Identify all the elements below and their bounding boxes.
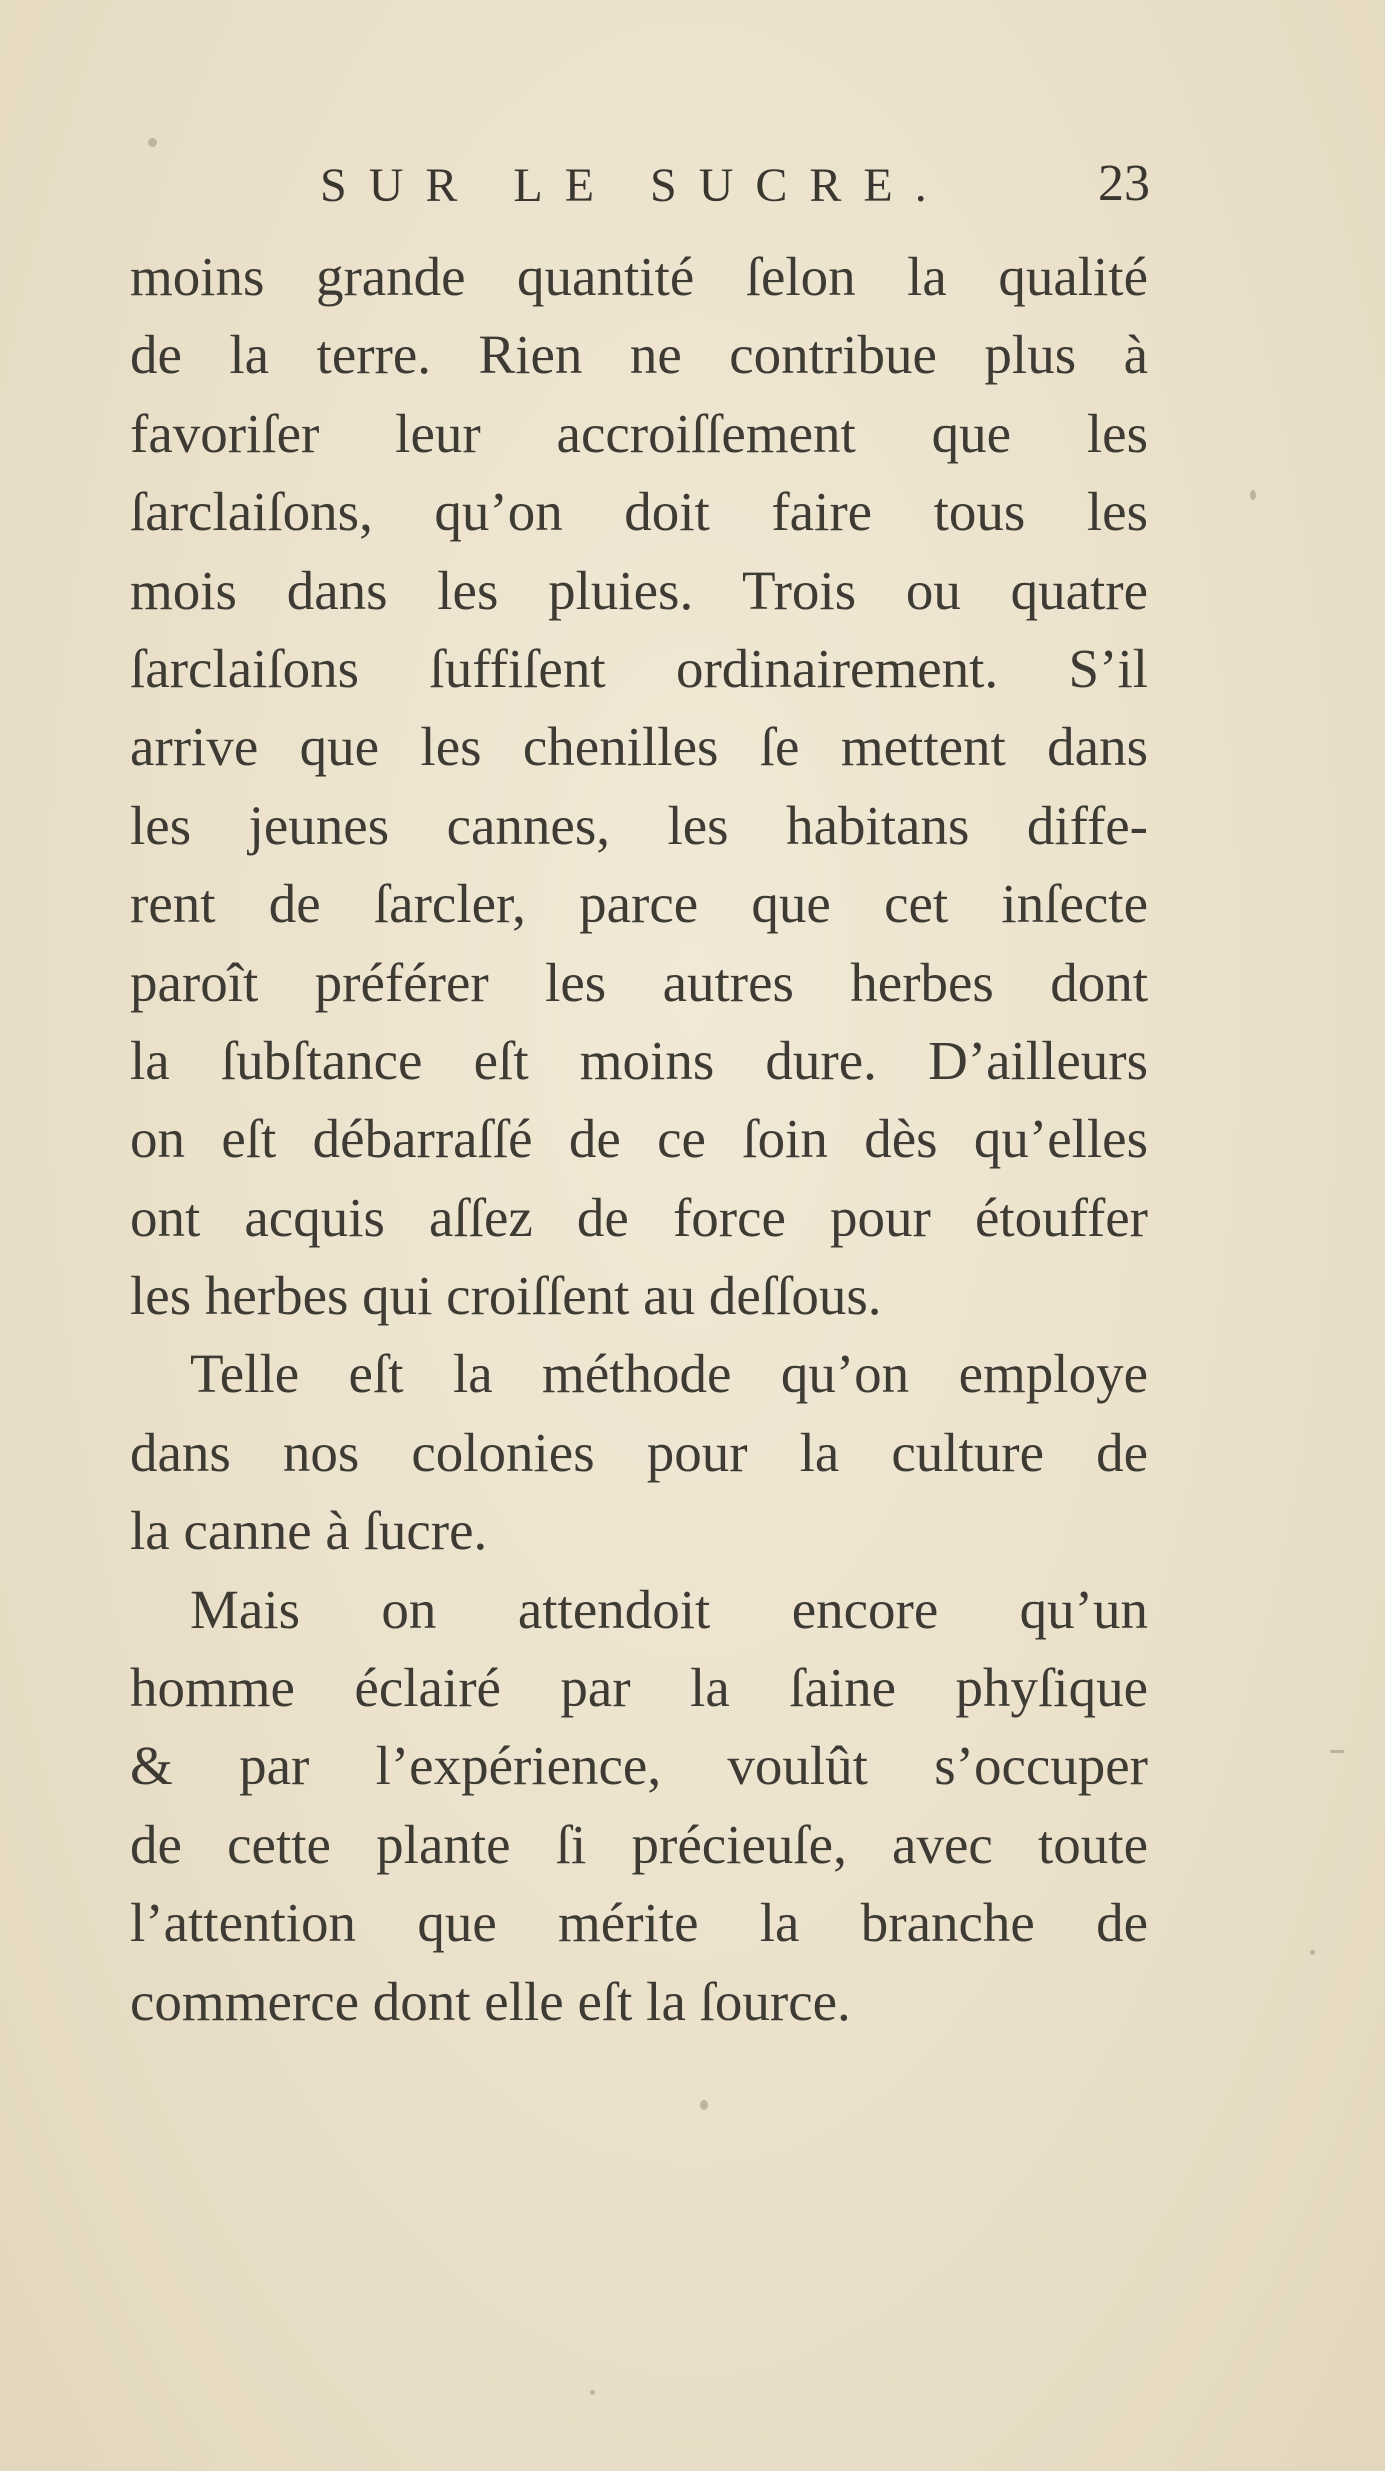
text-line: commerce dont elle eſt la ſource. [130, 1970, 851, 2032]
text-line: les jeunes cannes, les habitans diffe- [130, 794, 1148, 856]
text-line: la ſubſtance eſt moins dure. D’ailleurs [130, 1029, 1148, 1091]
paper-speck [1250, 490, 1256, 500]
paper-speck [1330, 1750, 1344, 1753]
text-line: arrive que les chenilles ſe mettent dans [130, 716, 1148, 778]
text-line: ſarclaiſons ſuffiſent ordinairement. S’il [130, 637, 1148, 699]
text-line: dans nos colonies pour la culture de [130, 1421, 1148, 1483]
body-text [130, 238, 1148, 2041]
paper-speck [590, 2390, 595, 2395]
text-line: rent de ſarcler, parce que cet inſecte [130, 873, 1148, 935]
text-line: de la terre. Rien ne contribue plus à [130, 324, 1148, 386]
text-line: moins grande quantité ſelon la qualité [130, 246, 1148, 307]
running-head-title: SUR LE SUCRE. [320, 159, 949, 212]
text-line: ſarclaiſons, qu’on doit faire tous les [130, 481, 1148, 543]
page-number: 23 [1098, 155, 1150, 212]
paragraph-start-line: Mais on attendoit encore qu’un [190, 1578, 1148, 1640]
text-line: favoriſer leur accroiſſement que les [130, 402, 1148, 464]
text-line: de cette plante ſi précieuſe, avec toute [130, 1813, 1148, 1875]
text-line: on eſt débarraſſé de ce ſoin dès qu’elles [130, 1108, 1148, 1170]
paper-speck [1310, 1950, 1315, 1955]
paragraph-start-line: Telle eſt la méthode qu’on employe [190, 1343, 1148, 1405]
paper-speck [700, 2100, 708, 2110]
text-line: l’attention que mérite la branche de [130, 1892, 1148, 1954]
text-line: & par l’expérience, voulût s’occuper [130, 1735, 1148, 1797]
paper-speck [148, 138, 157, 147]
running-head [320, 150, 1150, 230]
text-line: ont acquis aſſez de force pour étouffer [130, 1186, 1148, 1248]
text-line: homme éclairé par la ſaine phyſique [130, 1657, 1148, 1719]
text-line: mois dans les pluies. Trois ou quatre [130, 559, 1148, 621]
text-line: paroît préférer les autres herbes dont [130, 951, 1148, 1013]
text-line: les herbes qui croiſſent au deſſous. [130, 1265, 882, 1327]
text-line: la canne à ſucre. [130, 1500, 488, 1562]
